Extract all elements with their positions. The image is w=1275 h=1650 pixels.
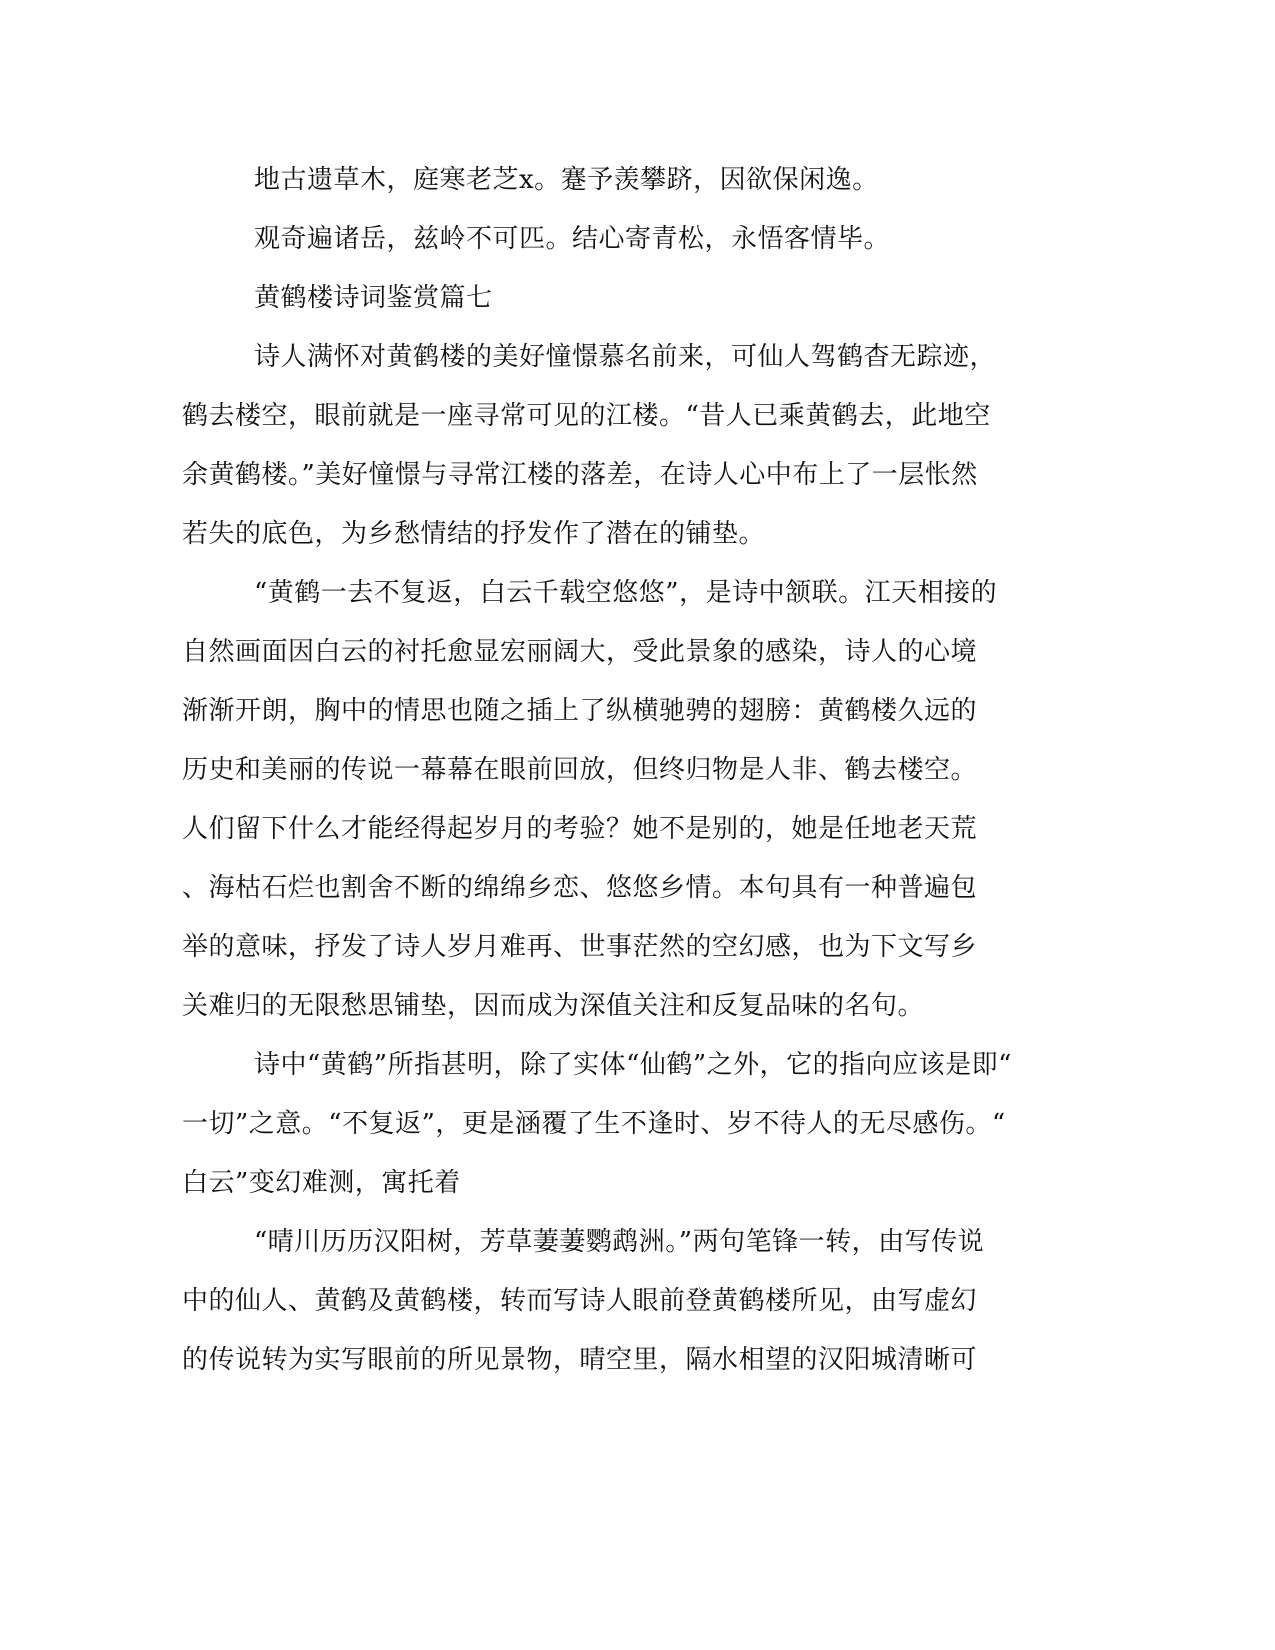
- paragraph-line: 诗中“黄鹤”所指甚明，除了实体“仙鹤”之外，它的指向应该是即“: [254, 1050, 1012, 1080]
- paragraph-line: 历史和美丽的传说一幕幕在眼前回放，但终归物是人非、鹤去楼空。: [182, 755, 978, 785]
- paragraph-line: 诗人满怀对黄鹤楼的美好憧憬慕名前来，可仙人驾鹤杳无踪迹，: [254, 342, 997, 372]
- paragraph-line: 人们留下什么才能经得起岁月的考验？她不是别的，她是任地老天荒: [182, 814, 978, 844]
- paragraph-line: 的传说转为实写眼前的所见景物，晴空里，隔水相望的汉阳城清晰可: [182, 1345, 978, 1375]
- paragraph-line: 白云”变幻难测，寓托着: [182, 1168, 461, 1198]
- poem-line: 地古遗草木，庭寒老芝x。蹇予羡攀跻，因欲保闲逸。: [254, 165, 879, 195]
- paragraph-line: “黄鹤一去不复返，白云千载空悠悠”，是诗中颔联。江天相接的: [254, 578, 998, 608]
- paragraph-line: 举的意味，抒发了诗人岁月难再、世事茫然的空幻感，也为下文写乡: [182, 932, 978, 962]
- paragraph-line: 鹤去楼空，眼前就是一座寻常可见的江楼。“昔人已乘黄鹤去，此地空: [182, 401, 991, 431]
- paragraph-line: 余黄鹤楼。”美好憧憬与寻常江楼的落差，在诗人心中布上了一层怅然: [182, 460, 978, 490]
- paragraph-line: 若失的底色，为乡愁情结的抒发作了潜在的铺垫。: [182, 519, 766, 549]
- paragraph-line: “晴川历历汉阳树，芳草萋萋鹦鹉洲。”两句笔锋一转，由写传说: [254, 1227, 985, 1257]
- paragraph-line: 渐渐开朗，胸中的情思也随之插上了纵横驰骋的翅膀：黄鹤楼久远的: [182, 696, 978, 726]
- paragraph-line: 一切”之意。“不复返”，更是涵覆了生不逢时、岁不待人的无尽感伤。“: [182, 1109, 1006, 1139]
- section-heading: 黄鹤楼诗词鉴赏篇七: [254, 283, 493, 313]
- paragraph-line: 中的仙人、黄鹤及黄鹤楼，转而写诗人眼前登黄鹤楼所见，由写虚幻: [182, 1286, 978, 1316]
- paragraph-line: 自然画面因白云的衬托愈显宏丽阔大，受此景象的感染，诗人的心境: [182, 637, 978, 667]
- paragraph-line: 关难归的无限愁思铺垫，因而成为深值关注和反复品味的名句。: [182, 991, 925, 1021]
- paragraph-line: 、海枯石烂也割舍不断的绵绵乡恋、悠悠乡情。本句具有一种普遍包: [182, 873, 978, 903]
- poem-line: 观奇遍诸岳，兹岭不可匹。结心寄青松，永悟客情毕。: [254, 224, 891, 254]
